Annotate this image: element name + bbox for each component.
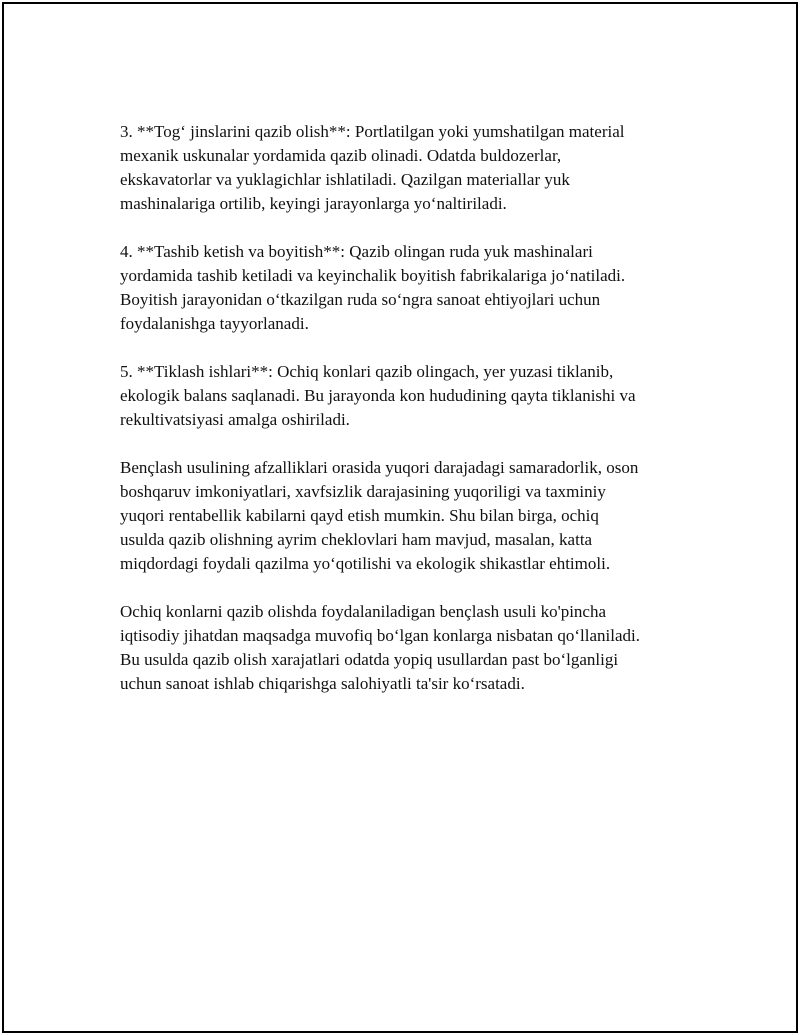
paragraph-advantages: Bençlash usulining afzalliklari orasida yuqori darajadagi samaradorlik, oson boshqaruv imkoniyatlari, xavfsizlik darajasining yuqoriligi va taxminiy yuqori rentabellik kabilarni qayd etish mumkin. Shu bilan birga, ochiq usulda qazib olishning ayrim cheklovlari ham mavjud, masalan, katta miqdordagi foydali qazilma yo‘qotilishi va ekologik shikastlar ehtimoli. <box>120 458 639 573</box>
document-body <box>120 120 706 720</box>
paragraph-step-4: 4. **Tashib ketish va boyitish**: Qazib olingan ruda yuk mashinalari yordamida tashib ketiladi va keyinchalik boyitish fabrikalariga jo‘natiladi. Boyitish jarayonidan o‘tkazilgan ruda so‘ngra sanoat ehtiyojlari uchun foydalanishga tayyorlanadi. <box>120 242 626 333</box>
paragraph-step-5: 5. **Tiklash ishlari**: Ochiq konlari qazib olingach, yer yuzasi tiklanib, ekologik balans saqlanadi. Bu jarayonda kon hududining qayta tiklanishi va rekultivatsiyasi amalga oshiriladi. <box>120 362 636 429</box>
paragraph-step-3: 3. **Tog‘ jinslarini qazib olish**: Portlatilgan yoki yumshatilgan material mexanik uskunalar yordamida qazib olinadi. Odatda buldozerlar, ekskavatorlar va yuklagichlar ishlatiladi. Qazilgan materiallar yuk mashinalariga ortilib, keyingi jarayonlarga yo‘naltiriladi. <box>120 122 625 213</box>
page-frame <box>2 2 798 1033</box>
paragraph-application: Ochiq konlarni qazib olishda foydalaniladigan bençlash usuli ko'pincha iqtisodiy jihatdan maqsadga muvofiq bo‘lgan konlarga nisbatan qo‘llaniladi. Bu usulda qazib olish xarajatlari odatda yopiq usullardan past bo‘lganligi uchun sanoat ishlab chiqarishga salohiyatli ta'sir ko‘rsatadi. <box>120 602 640 693</box>
